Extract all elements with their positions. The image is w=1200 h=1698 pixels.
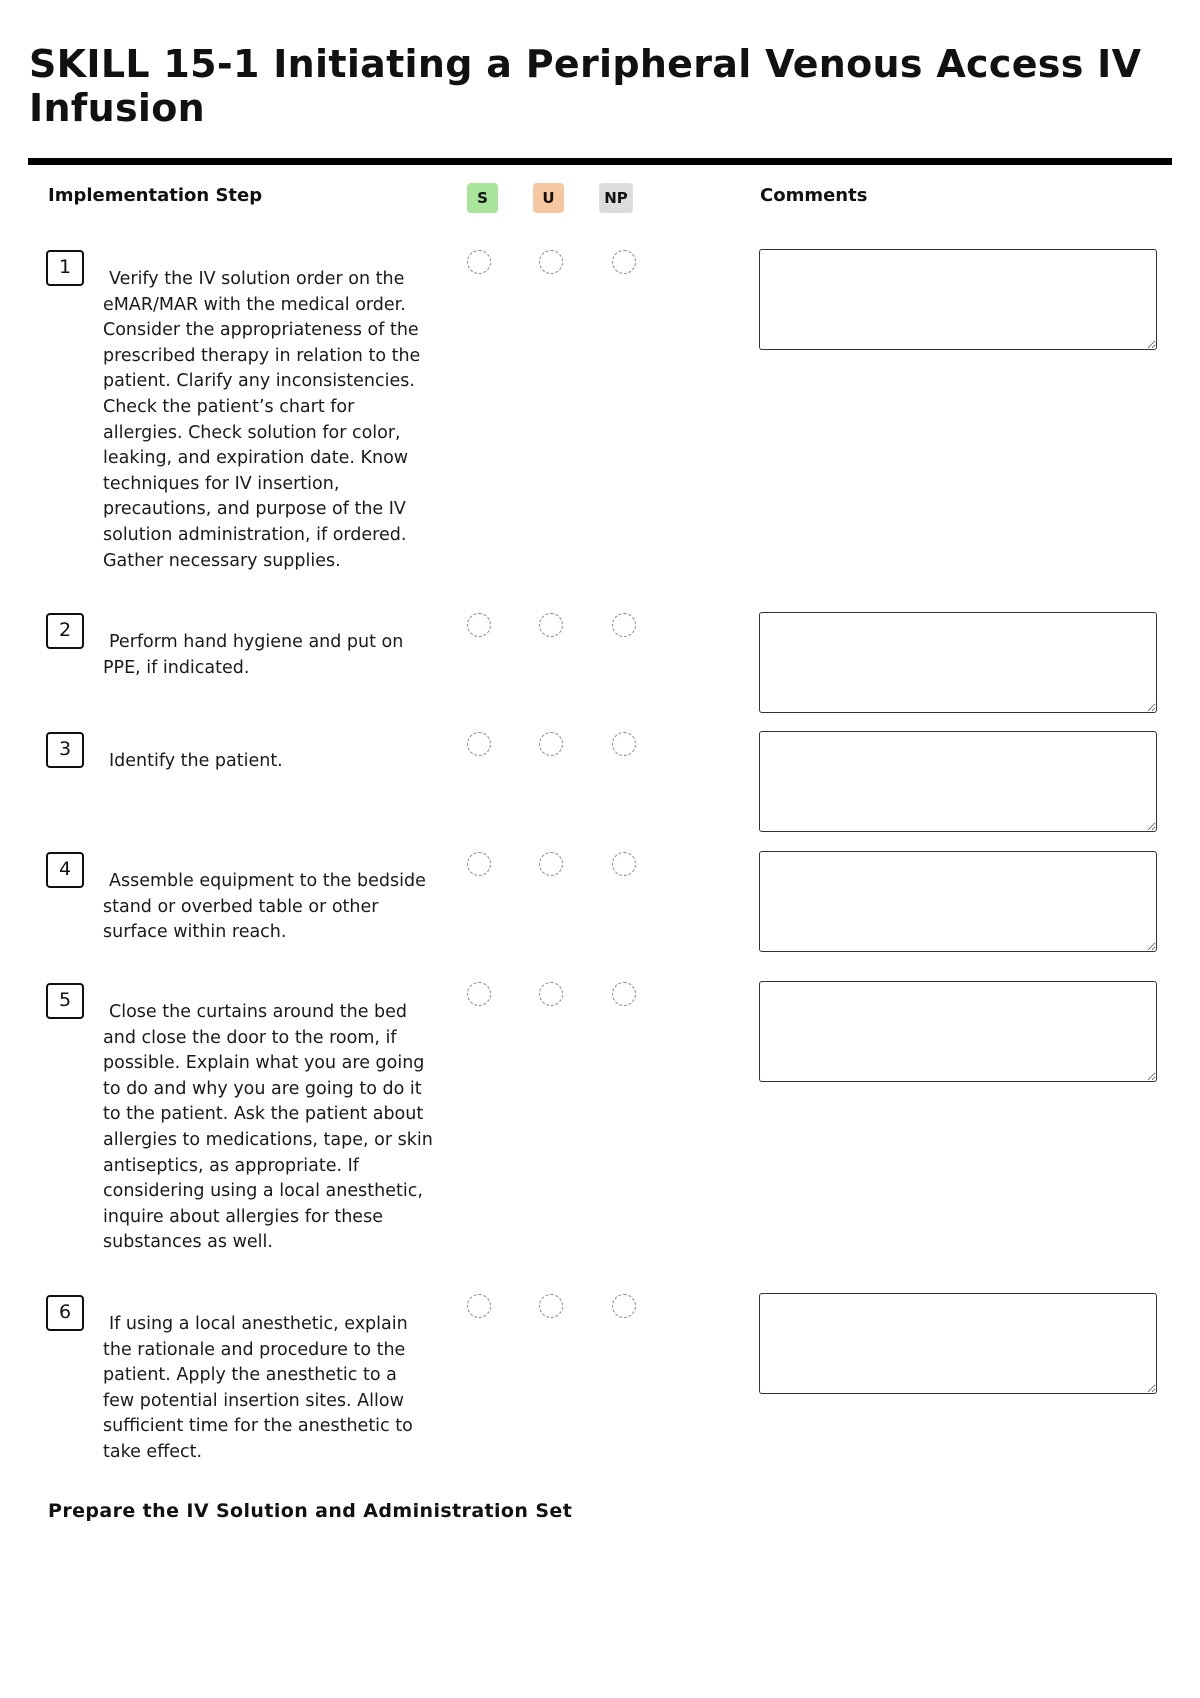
step-number-box: 5 <box>46 983 84 1019</box>
comment-field[interactable] <box>759 731 1157 832</box>
comment-field[interactable] <box>759 981 1157 1082</box>
implementation-step-header: Implementation Step <box>48 185 263 206</box>
unsatisfactory-radio[interactable] <box>539 1294 563 1318</box>
satisfactory-radio[interactable] <box>467 613 491 637</box>
unsatisfactory-badge: U <box>533 183 564 213</box>
step-number-box: 4 <box>46 852 84 888</box>
satisfactory-radio[interactable] <box>467 250 491 274</box>
not-performed-radio[interactable] <box>612 982 636 1006</box>
step-text: Assemble equipment to the bedside stand or overbed table or other surface within reach. <box>103 871 426 943</box>
step-text: Verify the IV solution order on the eMAR/MAR with the medical order. Consider the appropriateness of the prescribed therapy in relation to the patient. Clarify any inconsistencies. Check the patient’s chart for allergies. Check solution for color, leaking, and expiration date. Know techniques for IV insertion, precautions, and purpose of the IV solution administration, if ordered. Gather necessary supplies. <box>103 269 421 571</box>
step-text: Close the curtains around the bed and close the door to the room, if possible. Explain what you are going to do and why you are going to do it to the patient. Ask the patient about allergies to medications, tape, or skin antiseptics, as appropriate. If considering using a local anesthetic, inquire about allergies for these substances as well. <box>103 1002 433 1253</box>
unsatisfactory-radio[interactable] <box>539 613 563 637</box>
step-text: Perform hand hygiene and put on PPE, if indicated. <box>103 632 404 678</box>
title-divider <box>28 158 1172 165</box>
section-heading: Prepare the IV Solution and Administration Set <box>48 1500 573 1522</box>
step-number-box: 3 <box>46 732 84 768</box>
not-performed-radio[interactable] <box>612 852 636 876</box>
not-performed-badge: NP <box>599 183 633 213</box>
unsatisfactory-radio[interactable] <box>539 250 563 274</box>
not-performed-radio[interactable] <box>612 732 636 756</box>
comments-header: Comments <box>760 185 868 206</box>
step-number-box: 2 <box>46 613 84 649</box>
not-performed-radio[interactable] <box>612 250 636 274</box>
unsatisfactory-radio[interactable] <box>539 852 563 876</box>
satisfactory-badge: S <box>467 183 498 213</box>
satisfactory-radio[interactable] <box>467 1294 491 1318</box>
satisfactory-radio[interactable] <box>467 852 491 876</box>
not-performed-radio[interactable] <box>612 1294 636 1318</box>
comment-field[interactable] <box>759 249 1157 350</box>
unsatisfactory-radio[interactable] <box>539 982 563 1006</box>
comment-field[interactable] <box>759 1293 1157 1394</box>
step-text: If using a local anesthetic, explain the rationale and procedure to the patient. Apply the anesthetic to a few potential insertion sites. Allow sufficient time for the anesthetic to take effect. <box>103 1314 413 1462</box>
unsatisfactory-radio[interactable] <box>539 732 563 756</box>
satisfactory-radio[interactable] <box>467 982 491 1006</box>
not-performed-radio[interactable] <box>612 613 636 637</box>
step-number-box: 6 <box>46 1295 84 1331</box>
page-title: SKILL 15-1 Initiating a Peripheral Venous Access IV Infusion <box>29 42 1142 130</box>
step-number-box: 1 <box>46 250 84 286</box>
comment-field[interactable] <box>759 851 1157 952</box>
step-text: Identify the patient. <box>109 751 283 771</box>
comment-field[interactable] <box>759 612 1157 713</box>
satisfactory-radio[interactable] <box>467 732 491 756</box>
